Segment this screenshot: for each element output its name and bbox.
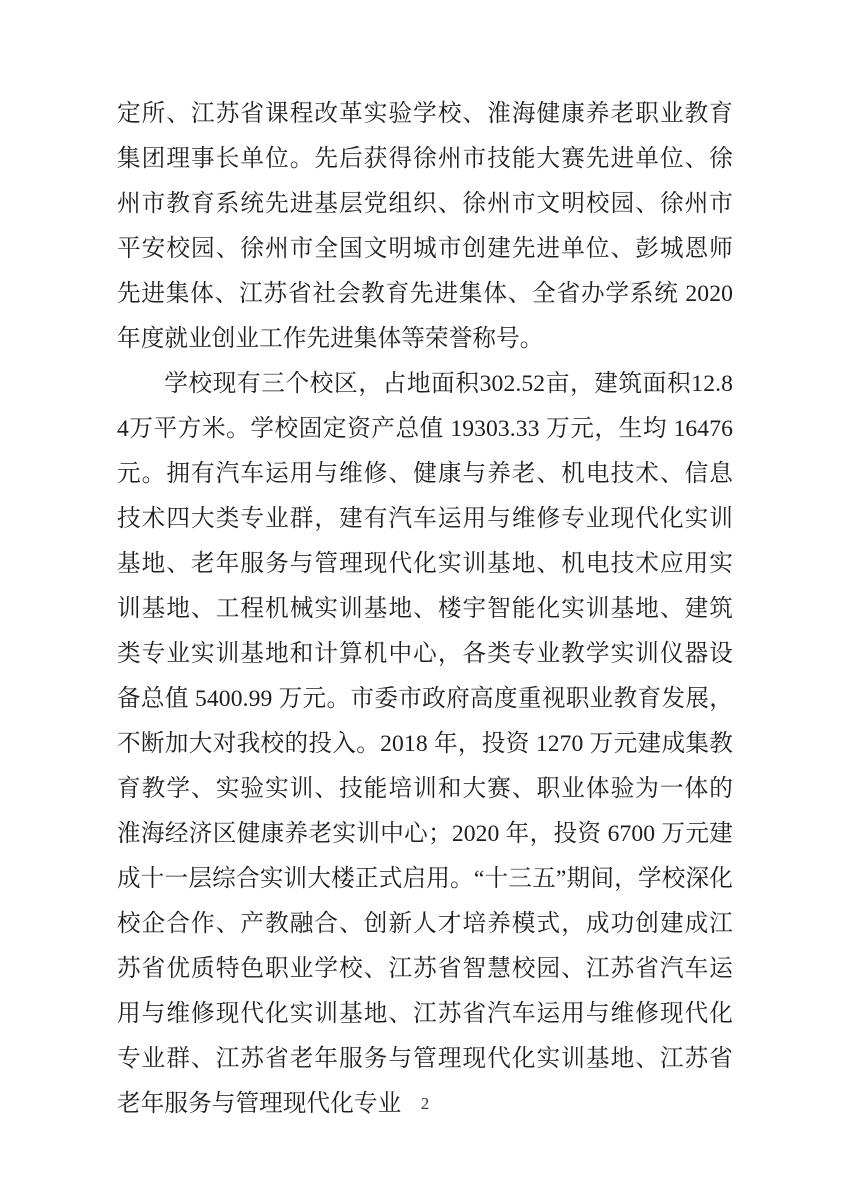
document-text-body <box>117 92 733 1127</box>
page-number: 2 <box>420 1094 430 1113</box>
paragraph-campus-facilities: 学校现有三个校区，占地面积302.52亩，建筑面积12.84万平方米。学校固定资产总值 19303.33 万元，生均 16476 元。拥有汽车运用与维修、健康与养老、机电技术、信息技术四大类专业群，建有汽车运用与维修专业现代化实训基地、老年服务与管理现代化实训基地、机电技术应用实训基地、工程机械实训基地、楼宇智能化实训基地、建筑类专业实训基地和计算机中心，各类专业教学实训仪器设备总值 5400.99 万元。市委市政府高度重视职业教育发展，不断加大对我校的投入。2018 年，投资 1270 万元建成集教育教学、实验实训、技能培训和大赛、职业体验为一体的淮海经济区健康养老实训中心；2020 年，投资 6700 万元建成十一层综合实训大楼正式启用。“十三五”期间，学校深化校企合作、产教融合、创新人才培养模式，成功创建成江苏省优质特色职业学校、江苏省智慧校园、江苏省汽车运用与维修现代化实训基地、江苏省汽车运用与维修现代化专业群、江苏省老年服务与管理现代化实训基地、江苏省老年服务与管理现代化专业 <box>117 371 733 1117</box>
paragraph-honors: 定所、江苏省课程改革实验学校、淮海健康养老职业教育集团理事长单位。先后获得徐州市技能大赛先进单位、徐州市教育系统先进基层党组织、徐州市文明校园、徐州市平安校园、徐州市全国文明城市创建先进单位、彭城恩师先进集体、江苏省社会教育先进集体、全省办学系统 2020 年度就业创业工作先进集体等荣誉称号。 <box>117 101 733 352</box>
